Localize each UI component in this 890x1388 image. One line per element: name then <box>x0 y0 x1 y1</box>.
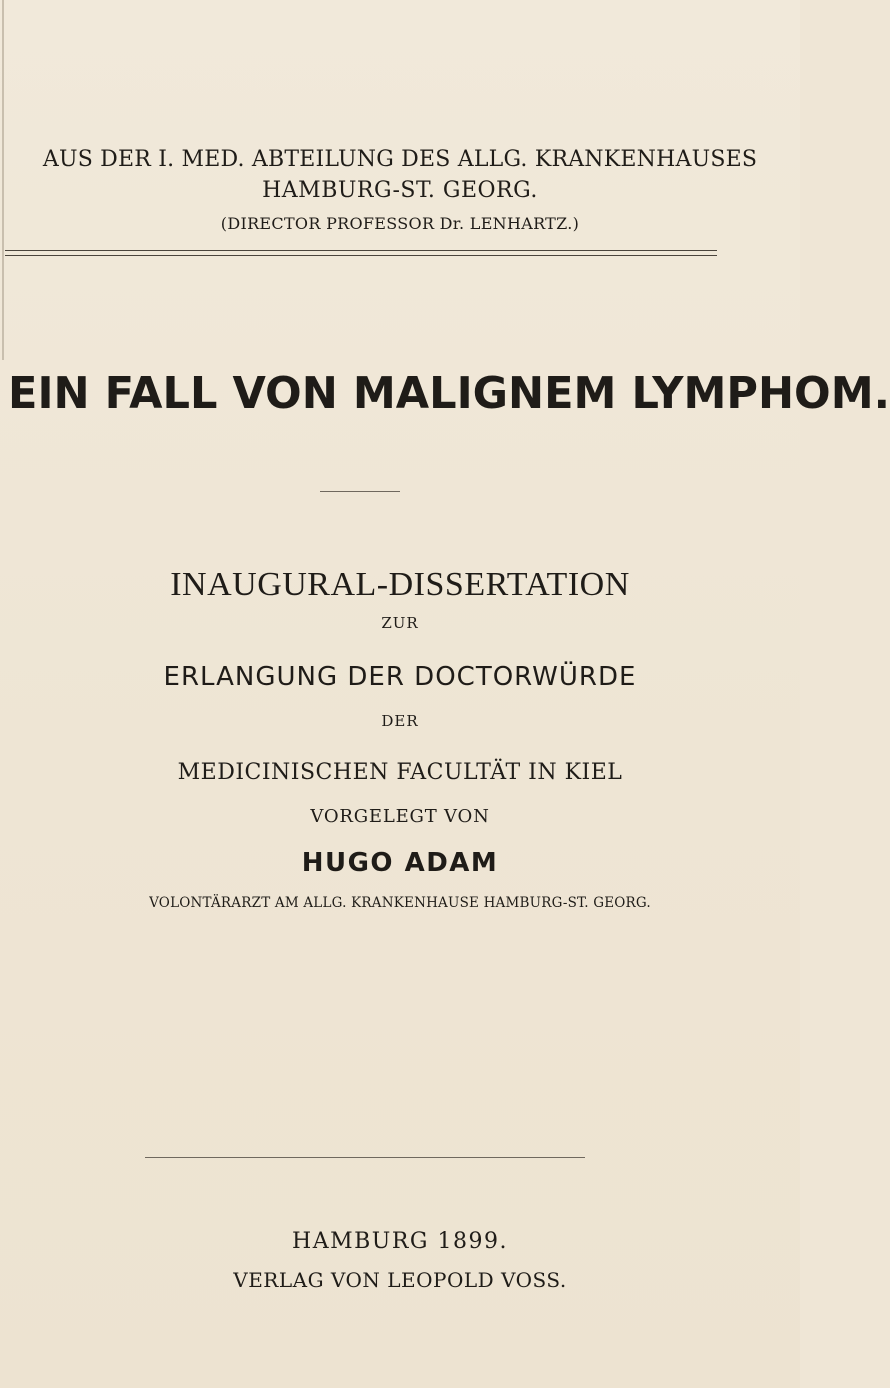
author-name: HUGO ADAM <box>301 848 499 878</box>
title-divider <box>320 491 400 492</box>
presented-by-label: VORGELEGT VON <box>310 806 490 827</box>
zur-label: ZUR <box>381 614 419 632</box>
director-line: (DIRECTOR PROFESSOR Dr. LENHARTZ.) <box>220 214 580 233</box>
institution-location: HAMBURG-ST. GEORG. <box>262 178 538 203</box>
footer-divider <box>145 1157 585 1158</box>
author-position: VOLONTÄRARZT AM ALLG. KRANKENHAUSE HAMBURG-ST. GEORG. <box>149 895 651 911</box>
place-year: HAMBURG 1899. <box>292 1229 508 1254</box>
document-title: EIN FALL VON MALIGNEM LYMPHOM. <box>8 368 890 419</box>
header-divider <box>5 250 717 256</box>
faculty-line: MEDICINISCHEN FACULTÄT IN KIEL <box>177 760 623 785</box>
publisher-line: VERLAG VON LEOPOLD VOSS. <box>233 1268 567 1292</box>
dissertation-label: INAUGURAL-DISSERTATION <box>170 566 630 603</box>
institution-header: AUS DER I. MED. ABTEILUNG DES ALLG. KRANKENHAUSES <box>42 147 758 172</box>
der-label: DER <box>381 712 419 730</box>
degree-line: ERLANGUNG DER DOCTORWÜRDE <box>163 662 637 692</box>
